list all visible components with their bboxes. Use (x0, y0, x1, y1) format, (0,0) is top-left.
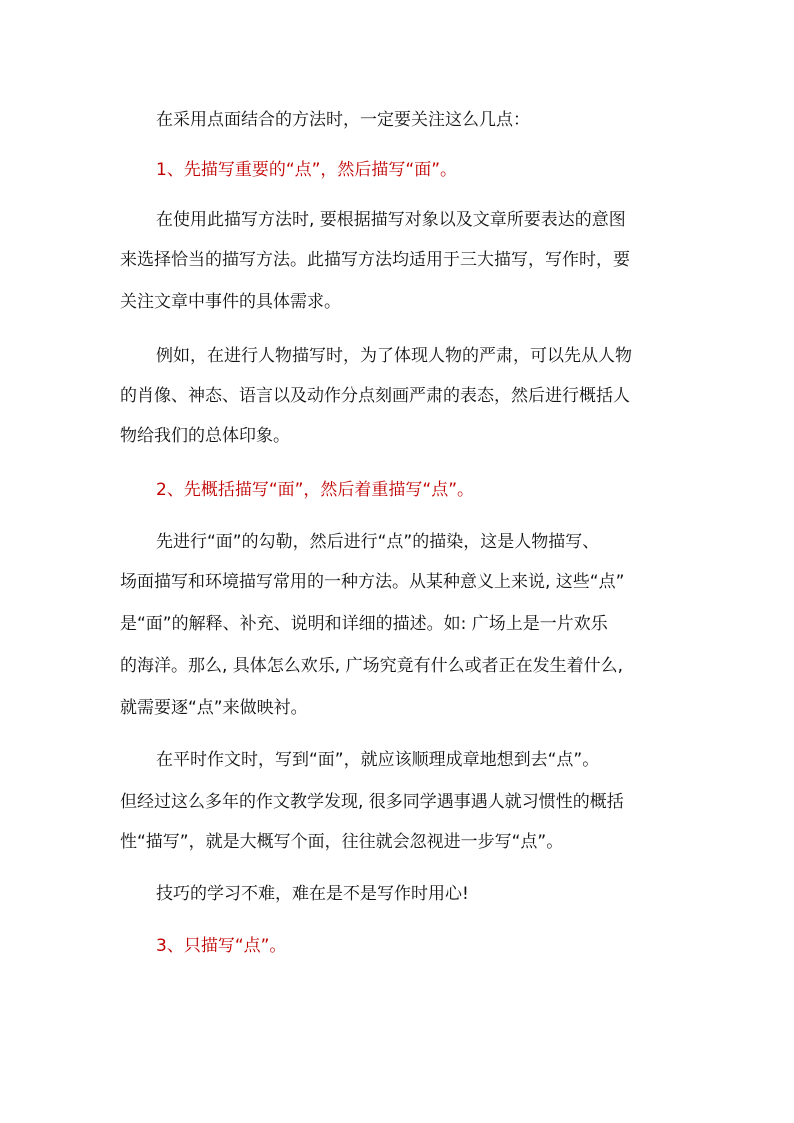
paragraph-4-line-1: 在平时作文时，写到“面”，就应该顺理成章地想到去“点”。 (156, 750, 600, 770)
paragraph-5-text: 技巧的学习不难，难在是不是写作时用心! (156, 884, 469, 904)
section-heading-3: 3、只描写“点”。 (156, 936, 287, 956)
paragraph-3-line-2: 场面描写和环境描写常用的一种方法。从某种意义上来说, 这些“点” (120, 572, 625, 592)
paragraph-2-line-2: 的肖像、神态、语言以及动作分点刻画严肃的表态，然后进行概括人 (120, 386, 630, 406)
paragraph-3-line-4: 的海洋。那么, 具体怎么欢乐, 广场究竟有什么或者正在发生着什么, (120, 656, 624, 676)
paragraph-3-line-5: 就需要逐“点”来做映衬。 (120, 698, 308, 718)
paragraph-3-line-3: 是“面”的解释、补充、说明和详细的描述。如: 广场上是一片欢乐 (120, 614, 608, 634)
section-heading-2: 2、先概括描写“面”，然后着重描写“点”。 (156, 480, 475, 500)
paragraph-1-line-3: 关注文章中事件的具体需求。 (120, 292, 341, 312)
paragraph-1-line-2: 来选择恰当的描写方法。此描写方法均适用于三大描写，写作时，要 (120, 250, 630, 270)
section-heading-1: 1、先描写重要的“点”，然后描写“面”。 (156, 160, 458, 180)
paragraph-3-line-1: 先进行“面”的勾勒，然后进行“点”的描染，这是人物描写、 (156, 532, 600, 552)
paragraph-2-line-3: 物给我们的总体印象。 (120, 426, 290, 446)
paragraph-4-line-3: 性“描写”，就是大概写个面，往往就会忽视进一步写“点”。 (120, 832, 564, 852)
paragraph-2-line-1: 例如，在进行人物描写时，为了体现人物的严肃，可以先从人物 (156, 346, 632, 366)
paragraph-4-line-2: 但经过这么多年的作文教学发现, 很多同学遇事遇人就习惯性的概括 (120, 792, 624, 812)
intro-text: 在采用点面结合的方法时，一定要关注这么几点： (156, 110, 530, 130)
paragraph-1-line-1: 在使用此描写方法时, 要根据描写对象以及文章所要表达的意图 (156, 210, 626, 230)
